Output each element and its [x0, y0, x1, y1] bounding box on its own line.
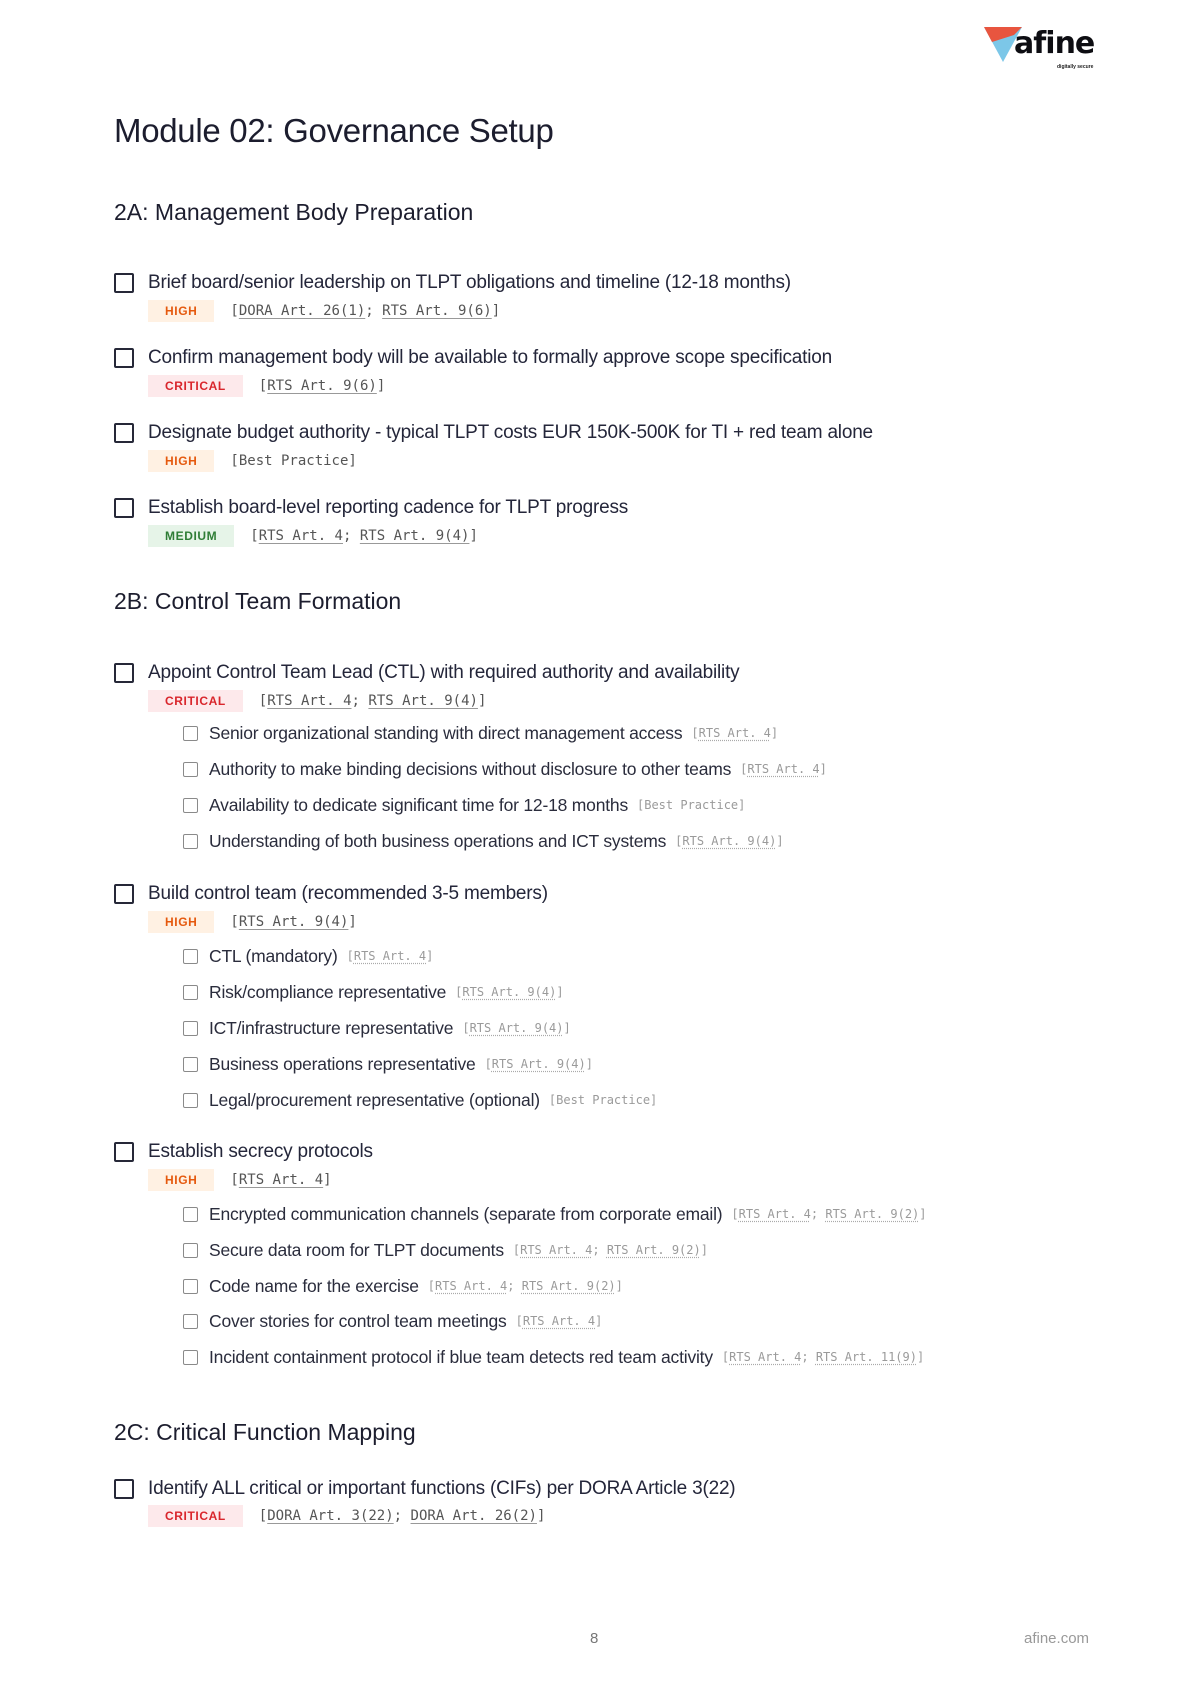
checkbox[interactable]: [114, 884, 134, 904]
citation-bracket: [: [230, 1172, 239, 1188]
item-text: Identify ALL critical or important functions (CIFs) per DORA Article 3(22): [148, 1478, 736, 1499]
citation-bracket: ]: [776, 834, 784, 848]
citation-link[interactable]: RTS Art. 4: [738, 1207, 811, 1221]
citation-link[interactable]: RTS Art. 9(4): [491, 1057, 586, 1071]
citation-separator: ;: [507, 1279, 522, 1293]
priority-badge: HIGH: [148, 911, 214, 933]
item-meta: [148, 450, 357, 472]
subitem-text: Incident containment protocol if blue team detects red team activity: [209, 1346, 713, 1367]
citation-bracket: [: [258, 693, 268, 709]
subitem-text: Availability to dedicate significant time for 12-18 months: [209, 794, 628, 815]
citation-link[interactable]: RTS Art. 4: [729, 1350, 802, 1364]
item-meta: [148, 375, 385, 397]
citation-separator: ;: [343, 528, 360, 544]
citation-bracket: [: [250, 528, 259, 544]
citation-link[interactable]: RTS Art. 9(6): [267, 378, 377, 394]
citation-bracket: [: [512, 1243, 521, 1257]
citation-bracket: [: [258, 378, 268, 394]
subitem-citation: [347, 949, 434, 963]
citation-bracket: [: [455, 985, 463, 999]
citation-link[interactable]: DORA Art. 3(22): [267, 1508, 394, 1524]
page-number: 8: [590, 1630, 599, 1647]
citation-bracket: ]: [585, 1057, 593, 1071]
citation-bracket: ]: [556, 985, 564, 999]
item-text: Establish secrecy protocols: [148, 1141, 373, 1162]
citation: [259, 1508, 546, 1524]
sub-checkbox[interactable]: [183, 1279, 198, 1294]
priority-badge: CRITICAL: [148, 690, 243, 712]
priority-badge: HIGH: [148, 1169, 214, 1191]
afine-logo: [984, 26, 1104, 76]
section-heading: 2A: Management Body Preparation: [114, 199, 474, 225]
item-text: Build control team (recommended 3-5 members): [148, 883, 548, 904]
citation-bracket: ]: [376, 378, 386, 394]
sub-checkbox[interactable]: [183, 1314, 198, 1329]
citation-separator: ;: [365, 303, 383, 319]
item-meta: [148, 690, 486, 712]
checkbox[interactable]: [114, 663, 134, 683]
citation-link[interactable]: RTS Art. 9(4): [238, 914, 349, 930]
citation-bracket: ]: [536, 1508, 546, 1524]
citation-bracket: [: [230, 303, 239, 319]
citation-text: [Best Practice]: [230, 453, 357, 469]
citation-bracket: [: [721, 1350, 730, 1364]
citation-link[interactable]: RTS Art. 9(4): [682, 834, 777, 848]
citation-link[interactable]: RTS Art. 4: [747, 762, 820, 776]
checkbox[interactable]: [114, 273, 134, 293]
sub-checkbox[interactable]: [183, 1093, 198, 1108]
citation-bracket: ]: [323, 1172, 332, 1188]
sub-checkbox[interactable]: [183, 726, 198, 741]
citation-link[interactable]: RTS Art. 9(4): [469, 1021, 564, 1035]
checklist-subitem: [183, 981, 564, 1003]
citation-text: [Best Practice]: [637, 798, 746, 812]
sub-checkbox[interactable]: [183, 985, 198, 1000]
priority-badge: MEDIUM: [148, 525, 234, 547]
sub-checkbox[interactable]: [183, 1350, 198, 1365]
subitem-citation: [462, 1021, 570, 1035]
checkbox[interactable]: [114, 498, 134, 518]
subitem-citation: [428, 1279, 623, 1293]
priority-badge: HIGH: [148, 450, 214, 472]
checklist-subitem: [183, 1017, 571, 1039]
citation: [230, 914, 356, 930]
citation-separator: ;: [810, 1207, 826, 1221]
subitem-citation: [722, 1350, 924, 1364]
logo-tagline: digitally secure: [1057, 64, 1094, 70]
citation-bracket: ]: [595, 1314, 603, 1328]
checklist-subitem: [183, 830, 784, 852]
citation: [230, 1172, 331, 1188]
subitem-text: Legal/procurement representative (optional): [209, 1089, 540, 1110]
priority-badge: CRITICAL: [148, 1505, 243, 1527]
citation: [250, 528, 478, 544]
citation-bracket: [: [230, 914, 239, 930]
item-text: Confirm management body will be available to formally approve scope specification: [148, 347, 832, 368]
citation: [230, 453, 356, 469]
citation-link[interactable]: RTS Art. 9(2): [521, 1279, 616, 1293]
sub-checkbox[interactable]: [183, 949, 198, 964]
subitem-text: Risk/compliance representative: [209, 981, 447, 1002]
subitem-citation: [637, 798, 745, 812]
subitem-citation: [740, 762, 827, 776]
subitem-citation: [455, 985, 563, 999]
subitem-citation: [675, 834, 783, 848]
citation-bracket: ]: [563, 1021, 571, 1035]
citation-bracket: [: [731, 1207, 739, 1221]
sub-checkbox[interactable]: [183, 1057, 198, 1072]
citation-bracket: [: [346, 949, 354, 963]
subitem-text: Business operations representative: [209, 1053, 476, 1074]
checklist-subitem: [183, 1089, 657, 1111]
checkbox[interactable]: [114, 1479, 134, 1499]
citation-link[interactable]: DORA Art. 26(1): [238, 303, 366, 319]
citation-link[interactable]: RTS Art. 9(4): [462, 985, 557, 999]
subitem-text: Senior organizational standing with direct management access: [209, 722, 683, 743]
citation-link[interactable]: RTS Art. 4: [435, 1279, 508, 1293]
citation-bracket: [: [258, 1508, 268, 1524]
subitem-citation: [549, 1093, 657, 1107]
citation-link[interactable]: RTS Art. 4: [353, 949, 427, 963]
citation-link[interactable]: DORA Art. 26(2): [410, 1508, 537, 1524]
footer-site-link[interactable]: afine.com: [1024, 1630, 1090, 1647]
citation-separator: ;: [801, 1350, 816, 1364]
subitem-text: Secure data room for TLPT documents: [209, 1239, 504, 1260]
citation-link[interactable]: RTS Art. 9(4): [368, 693, 478, 709]
item-meta: [148, 1169, 332, 1191]
checklist-item: [114, 882, 548, 906]
checklist-item: [114, 661, 739, 685]
subitem-text: Cover stories for control team meetings: [209, 1310, 507, 1331]
citation-link[interactable]: RTS Art. 11(9): [815, 1350, 917, 1364]
checklist-item: [114, 1477, 735, 1501]
citation-link[interactable]: RTS Art. 9(2): [606, 1243, 701, 1257]
citation: [230, 303, 500, 319]
checklist-item: [114, 346, 832, 370]
checklist-subitem: [183, 758, 827, 780]
citation-separator: ;: [592, 1243, 607, 1257]
logo-wordmark: afine: [1014, 26, 1095, 61]
citation-bracket: [: [515, 1314, 523, 1328]
subitem-text: Understanding of both business operations and ICT systems: [209, 830, 667, 851]
checklist-subitem: [183, 1275, 623, 1297]
citation-bracket: ]: [700, 1243, 708, 1257]
subitem-text: Encrypted communication channels (separate from corporate email): [209, 1203, 723, 1224]
checklist-subitem: [183, 1310, 602, 1332]
checklist-item: [114, 1140, 373, 1164]
citation-bracket: [: [740, 762, 748, 776]
priority-badge: HIGH: [148, 300, 214, 322]
checklist-subitem: [183, 1346, 924, 1368]
checklist-subitem: [183, 1203, 927, 1225]
section-heading: 2C: Critical Function Mapping: [114, 1419, 416, 1445]
checkbox[interactable]: [114, 348, 134, 368]
item-meta: [148, 300, 500, 322]
citation-bracket: ]: [919, 1207, 927, 1221]
subitem-citation: [485, 1057, 593, 1071]
subitem-text: Authority to make binding decisions without disclosure to other teams: [209, 758, 732, 779]
item-text: Establish board-level reporting cadence for TLPT progress: [148, 497, 629, 518]
sub-checkbox[interactable]: [183, 798, 198, 813]
citation-bracket: ]: [469, 528, 478, 544]
checklist-subitem: [183, 722, 778, 744]
item-meta: [148, 1505, 545, 1527]
checklist-subitem: [183, 794, 745, 816]
citation-link[interactable]: RTS Art. 9(2): [825, 1207, 920, 1221]
citation-link[interactable]: RTS Art. 4: [520, 1243, 593, 1257]
sub-checkbox[interactable]: [183, 1021, 198, 1036]
citation-link[interactable]: RTS Art. 4: [698, 726, 771, 740]
citation: [259, 693, 487, 709]
subitem-citation: [513, 1243, 708, 1257]
citation-link[interactable]: RTS Art. 4: [522, 1314, 596, 1328]
checkbox[interactable]: [114, 1142, 134, 1162]
checklist-subitem: [183, 1053, 593, 1075]
citation-link[interactable]: RTS Art. 4: [238, 1172, 324, 1188]
citation-separator: ;: [393, 1508, 411, 1524]
item-text: Designate budget authority - typical TLPT costs EUR 150K-500K for TI + red team alone: [148, 422, 873, 443]
item-text: Brief board/senior leadership on TLPT obligations and timeline (12-18 months): [148, 272, 791, 293]
subitem-text: Code name for the exercise: [209, 1275, 419, 1296]
checkbox[interactable]: [114, 423, 134, 443]
item-meta: [148, 525, 478, 547]
subitem-text: CTL (mandatory): [209, 945, 338, 966]
section-heading: 2B: Control Team Formation: [114, 588, 402, 614]
citation-bracket: ]: [426, 949, 434, 963]
citation-link[interactable]: RTS Art. 9(6): [382, 303, 492, 319]
citation-link[interactable]: RTS Art. 9(4): [359, 528, 470, 544]
subitem-citation: [516, 1314, 603, 1328]
item-text: Appoint Control Team Lead (CTL) with required authority and availability: [148, 662, 740, 683]
citation-bracket: ]: [615, 1279, 623, 1293]
sub-checkbox[interactable]: [183, 1243, 198, 1258]
citation-bracket: ]: [916, 1350, 925, 1364]
citation-bracket: ]: [491, 303, 501, 319]
citation-link[interactable]: RTS Art. 4: [258, 528, 343, 544]
page-title: Module 02: Governance Setup: [114, 112, 554, 149]
checklist-subitem: [183, 945, 433, 967]
citation-link[interactable]: RTS Art. 4: [267, 693, 352, 709]
citation-bracket: [: [462, 1021, 470, 1035]
citation-bracket: ]: [770, 726, 779, 740]
citation-bracket: ]: [348, 914, 357, 930]
checklist-item: [114, 496, 628, 520]
checklist-subitem: [183, 1239, 708, 1261]
citation-bracket: [: [427, 1279, 436, 1293]
subitem-citation: [731, 1207, 926, 1221]
citation-bracket: [: [484, 1057, 492, 1071]
subitem-text: ICT/infrastructure representative: [209, 1017, 454, 1038]
checklist-item: [114, 271, 791, 295]
item-meta: [148, 911, 357, 933]
citation-bracket: ]: [819, 762, 827, 776]
sub-checkbox[interactable]: [183, 834, 198, 849]
citation: [259, 378, 385, 394]
checklist-item: [114, 421, 873, 445]
priority-badge: CRITICAL: [148, 375, 243, 397]
sub-checkbox[interactable]: [183, 1207, 198, 1222]
citation-bracket: ]: [477, 693, 487, 709]
subitem-citation: [691, 726, 778, 740]
citation-separator: ;: [351, 693, 369, 709]
citation-bracket: [: [691, 726, 699, 740]
citation-bracket: [: [675, 834, 683, 848]
citation-text: [Best Practice]: [548, 1093, 658, 1107]
sub-checkbox[interactable]: [183, 762, 198, 777]
